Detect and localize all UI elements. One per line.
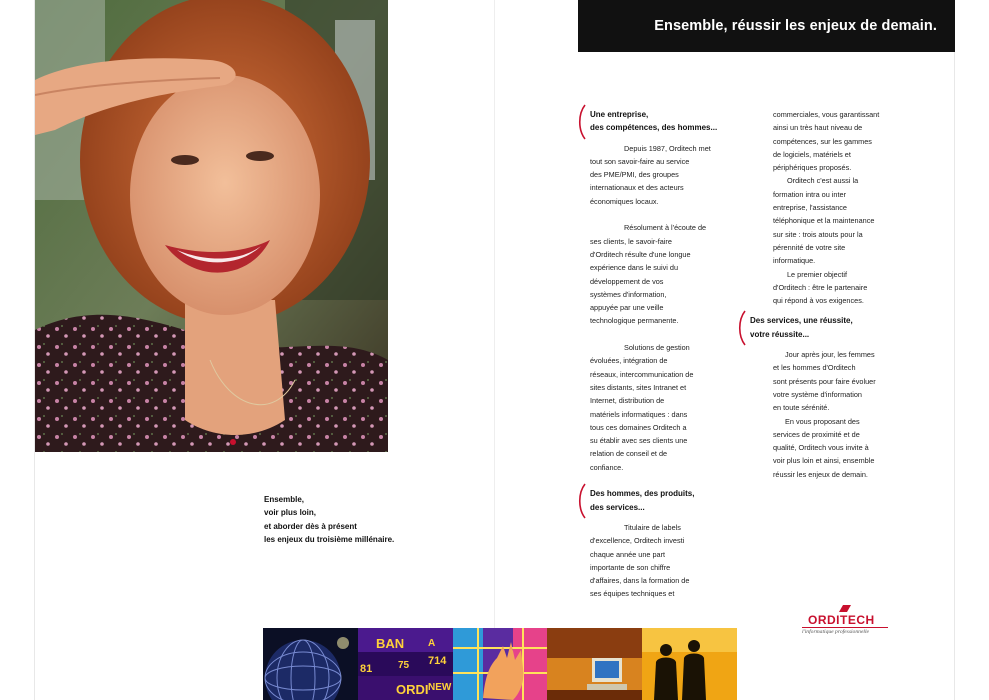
text-line: commerciales, vous garantissant (773, 110, 880, 119)
text-line: Internet, distribution de (590, 396, 665, 406)
paragraph (590, 341, 730, 474)
text-line: sur site : trois atouts pour la (773, 229, 863, 239)
section-title (750, 314, 875, 341)
text-line: en toute sérénité. (773, 403, 830, 413)
logo-name: ORDITECH (808, 613, 875, 627)
svg-text:NEW: NEW (427, 682, 452, 693)
hand-circuit-image (453, 628, 548, 700)
text-line: appuyée par une veille (590, 303, 664, 313)
svg-text:714: 714 (427, 655, 447, 667)
text-line: évoluées, intégration de (590, 356, 668, 366)
text-line: d'Orditech résulte d'une longue (590, 249, 691, 259)
section-title-line: Des services, une réussite, (750, 316, 853, 326)
text-line: développement de vos (590, 276, 664, 286)
text-line: systèmes d'information, (590, 289, 667, 299)
text-line: technologique permanente. (590, 316, 679, 326)
text-line: compétences, sur les gammes (773, 136, 872, 146)
page-edge-right (954, 0, 955, 700)
text-line: formation intra ou inter (773, 189, 847, 199)
tagline-line: Ensemble, (264, 495, 305, 504)
text-line: votre système d'information (773, 389, 862, 399)
text-line: Titulaire de labels (624, 522, 681, 532)
page-fold (494, 0, 495, 700)
section-title (590, 487, 730, 514)
section-title (590, 108, 730, 135)
tagline-line: les enjeux du troisième millénaire. (264, 534, 395, 544)
red-bracket-icon (736, 310, 746, 346)
text-line: des PME/PMI, des groupes (590, 170, 679, 180)
text-line: matériels informatiques : dans (590, 409, 688, 419)
svg-text:A: A (427, 638, 436, 649)
text-line: sont présents pour faire évoluer (773, 376, 876, 386)
text-line: tout son savoir-faire au service (590, 156, 690, 166)
text-line: services de proximité et de (773, 429, 860, 439)
svg-text:BAN: BAN (375, 636, 404, 651)
globe-keyboard-image (263, 628, 358, 700)
text-line: sites distants, sites Intranet et (590, 382, 687, 392)
tagline (264, 493, 464, 546)
text-line: relation de conseil et de (590, 449, 668, 459)
text-column-1 (590, 108, 730, 601)
paragraph (773, 174, 898, 267)
text-line: confiance. (590, 462, 624, 472)
paragraph (590, 221, 730, 327)
text-line: téléphonique et la maintenance (773, 216, 875, 226)
text-line: expérience dans le suivi du (590, 263, 679, 273)
text-line: d'excellence, Orditech investi (590, 536, 685, 546)
text-line: su établir avec ses clients une (590, 436, 688, 446)
text-line: qualité, Orditech vous invite à (773, 443, 869, 453)
header-banner (578, 0, 955, 52)
section-title-line: des services... (590, 502, 645, 512)
logo-subtitle: l'informatique professionnelle (802, 629, 870, 635)
text-line: réussir les enjeux de demain. (773, 469, 868, 479)
text-line: ainsi un très haut niveau de (773, 123, 863, 133)
paragraph (590, 521, 730, 601)
text-line: Orditech c'est aussi la (787, 176, 859, 186)
woman-portrait-photo (35, 0, 388, 452)
section-title-line: des compétences, des hommes... (590, 123, 718, 133)
text-column-2 (750, 108, 898, 481)
text-line: ses équipes techniques et (590, 589, 675, 599)
header-title: Ensemble, réussir les enjeux de demain. (654, 18, 937, 34)
text-line: informatique. (773, 256, 816, 266)
text-line: pérennité de votre site (773, 242, 846, 252)
paragraph (590, 142, 730, 208)
text-line: Solutions de gestion (624, 343, 690, 353)
text-line: Le premier objectif (787, 269, 848, 279)
paragraph (773, 108, 898, 174)
svg-text:75: 75 (397, 660, 409, 671)
orditech-logo (800, 604, 890, 638)
logo-underline (802, 627, 888, 628)
text-line: ses clients, le savoir-faire (590, 236, 672, 246)
svg-text:81: 81 (359, 663, 373, 675)
text-line: tous ces domaines Orditech a (590, 422, 687, 432)
text-line: chaque année une part (590, 549, 666, 559)
text-line: périphériques proposés. (773, 163, 852, 173)
text-line: économiques locaux. (590, 196, 659, 206)
tagline-line: voir plus loin, (264, 508, 317, 518)
svg-text:ORDI: ORDI (395, 682, 429, 697)
tagline-line: et aborder dès à présent (264, 521, 357, 531)
text-line: En vous proposant des (785, 416, 860, 426)
section-title-line: Une entreprise, (590, 110, 649, 119)
paragraph (773, 348, 898, 414)
text-line: Jour après jour, les femmes (785, 350, 875, 360)
red-bracket-icon (576, 104, 586, 140)
paragraph (773, 415, 898, 481)
text-line: entreprise, l'assistance (773, 203, 847, 213)
text-line: qui répond à vos exigences. (773, 296, 864, 306)
text-line: et les hommes d'Orditech (773, 363, 856, 373)
section-title-line: Des hommes, des produits, (590, 489, 695, 499)
text-line: réseaux, intercommunication de (590, 369, 694, 379)
paragraph (773, 268, 898, 308)
text-line: d'affaires, dans la formation de (590, 576, 690, 586)
text-line: d'Orditech : être le partenaire (773, 282, 868, 292)
image-strip (263, 628, 737, 700)
section-title-line: votre réussite... (750, 329, 810, 339)
text-line: voir plus loin et ainsi, ensemble (773, 456, 875, 466)
two-men-silhouette-image (642, 628, 737, 700)
text-line: de logiciels, matériels et (773, 149, 851, 159)
text-line: Depuis 1987, Orditech met (624, 143, 711, 153)
red-bracket-icon (576, 483, 586, 519)
stock-board-image (358, 628, 453, 700)
logo-mark-icon (838, 604, 852, 613)
text-line: Résolument à l'écoute de (624, 223, 707, 233)
text-line: importante de son chiffre (590, 562, 671, 572)
computer-desk-image (547, 628, 642, 700)
text-line: internationaux et des acteurs (590, 183, 684, 193)
